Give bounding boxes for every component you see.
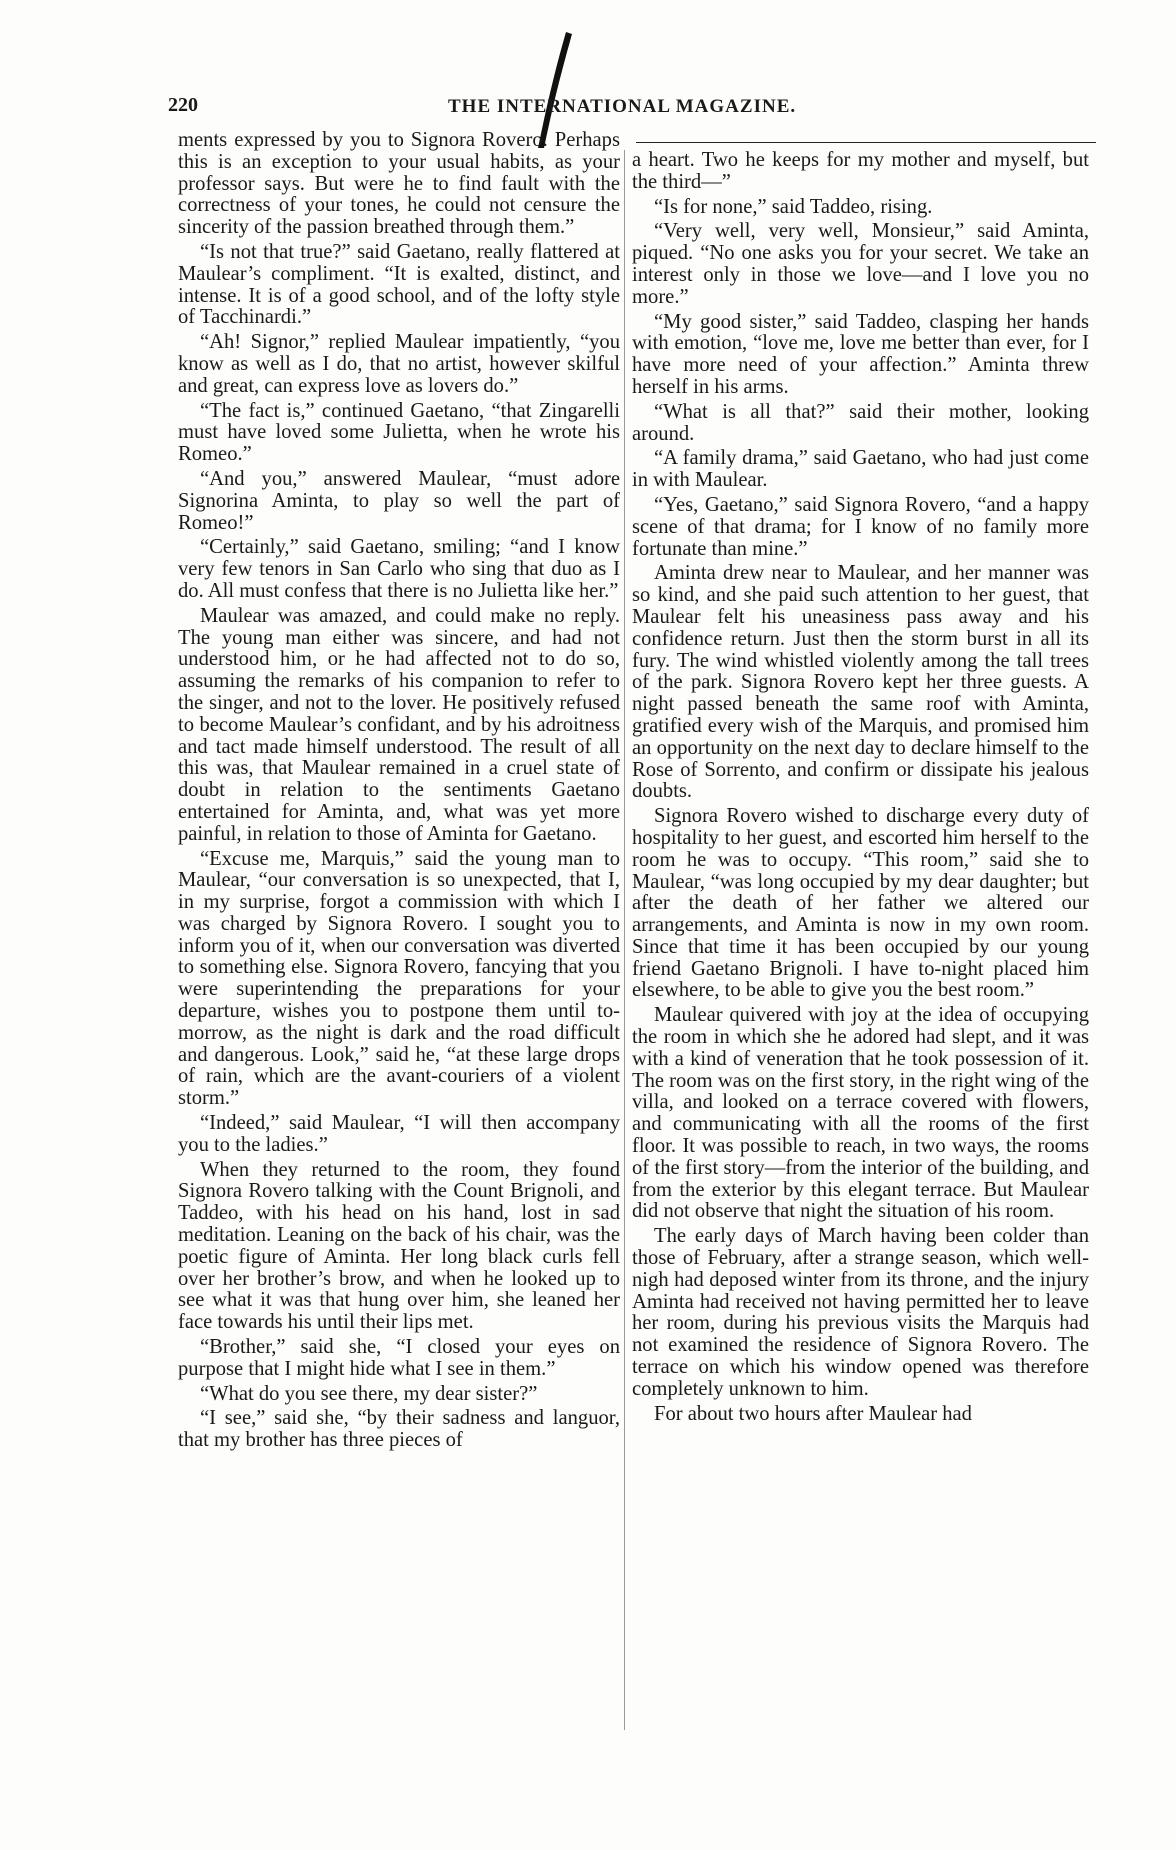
paragraph: “Very well, very well, Monsieur,” said Aminta, piqued. “No one asks you for your secret. We take an interest only in those we love—and I love you no more.” xyxy=(632,220,1089,308)
paragraph: ments expressed by you to Signora Rovero. Perhaps this is an exception to your usual habits, as your professor says. But were he to find fault with the correctness of your tones, he could not censure the sincerity of the passion breathed through them.” xyxy=(178,129,620,239)
paragraph: “Is not that true?” said Gaetano, really flattered at Maulear’s compliment. “It is exalted, distinct, and intense. It is of a good school, and of the lofty style of Tacchinardi.” xyxy=(178,240,620,329)
paragraph: “Yes, Gaetano,” said Signora Rovero, “and a happy scene of that drama; for I know of no family more fortunate than mine.” xyxy=(632,493,1089,560)
paragraph: “What do you see there, my dear sister?” xyxy=(200,1382,538,1405)
paragraph: “Indeed,” said Maulear, “I will then accompany you to the ladies.” xyxy=(178,1112,620,1156)
running-title: THE INTERNATIONAL MAGAZINE. xyxy=(448,96,797,117)
paragraph: “What is all that?” said their mother, looking around. xyxy=(632,400,1089,445)
paragraph: “A family drama,” said Gaetano, who had just come in with Maulear. xyxy=(632,447,1089,492)
column-divider xyxy=(624,150,625,1730)
paragraph: The early days of March having been colder than those of February, after a strange season, which well-nigh had deposed winter from its throne, and the injury Aminta had received not having permitted her to leave her room, during his previous visits the Marquis had not examined the residence of Signora Rovero. The terrace on which his window opened was therefore completely unknown to him. xyxy=(632,1225,1089,1400)
paragraph: “Is for none,” said Taddeo, rising. xyxy=(654,195,933,218)
paragraph: “Excuse me, Marquis,” said the young man to Maulear, “our conversation is so unexpected, that I, in my surprise, forgot a commission with which I was charged by Signora Rovero. I sought you to inform you of it, when our conversation was diverted to something else. Signora Rovero, fancying that you were superintending the preparations for your departure, wishes you to postpone them until to-morrow, as the night is dark and the road difficult and dangerous. Look,” said he, “at these large drops of rain, which are the avant-couriers of a violent storm.” xyxy=(178,847,620,1110)
paragraph: “The fact is,” continued Gaetano, “that Zingarelli must have loved some Julietta, when he wrote his Romeo.” xyxy=(178,399,620,466)
paragraph: Signora Rovero wished to discharge every duty of hospitality to her guest, and escorted him herself to the room he was to occupy. “This room,” said she to Maulear, “was long occupied by my dear daughter; but after the death of her father we altered our arrangements, and Aminta is now in my own room. Since that time it has been occupied by our young friend Gaetano Brignoli. I have to-night placed him elsewhere, to be able to give you the best room.” xyxy=(632,805,1089,1002)
paragraph: For about two hours after Maulear had xyxy=(654,1402,972,1425)
page-header xyxy=(168,94,1128,124)
paragraph: “And you,” answered Maulear, “must adore Signorina Aminta, to play so well the part of Romeo!” xyxy=(178,467,620,534)
right-column xyxy=(632,150,1089,1428)
page-number: 220 xyxy=(168,94,198,116)
paragraph: “Certainly,” said Gaetano, smiling; “and I know very few tenors in San Carlo who sing that duo as I do. All must confess that there is no Julietta like her.” xyxy=(178,536,620,602)
left-column xyxy=(178,130,620,1455)
paragraph: Aminta drew near to Maulear, and her manner was so kind, and she paid such attention to her guest, that Maulear felt his uneasiness pass away and his confidence return. Just then the storm burst in all its fury. The wind whistled violently among the tall trees of the park. Signora Rovero kept her three guests. A night passed beneath the same roof with Aminta, gratified every wish of the Marquis, and promised him an opportunity on the next day to declare himself to the Rose of Sorrento, and confirm or dissipate his jealous doubts. xyxy=(632,562,1089,803)
paragraph: “Brother,” said she, “I closed your eyes on purpose that I might hide what I see in them.” xyxy=(178,1336,620,1380)
paragraph: Maulear was amazed, and could make no reply. The young man either was sincere, and had not understood him, or he had affected not to do so, assuming the remarks of his companion to refer to the singer, and not to the lover. He positively refused to become Maulear’s confidant, and by his adroitness and tact made himself understood. The result of all this was, that Maulear remained in a cruel state of doubt in relation to the sentiments Gaetano entertained for Aminta, and, what was yet more painful, in relation to those of Aminta for Gaetano. xyxy=(178,604,620,845)
paragraph: When they returned to the room, they found Signora Rovero talking with the Count Brignoli, and Taddeo, with his head on his hand, lost in sad meditation. Leaning on the back of his chair, was the poetic figure of Aminta. Her long black curls fell over her brother’s brow, and when he looked up to see what it was that hung over him, she leaned her face towards his until their lips met. xyxy=(178,1158,620,1334)
paragraph: Maulear quivered with joy at the idea of occupying the room in which she he adored had slept, and it was with a kind of veneration that he took possession of it. The room was on the first story, in the right wing of the villa, and looked on a terrace covered with flowers, and communicating with all the rooms of the first floor. It was possible to reach, in two ways, the rooms of the first story—from the interior of the building, and from the exterior by this elegant terrace. But Maulear did not observe that night the situation of his room. xyxy=(632,1004,1089,1223)
paragraph: “Ah! Signor,” replied Maulear impatiently, “you know as well as I do, that no artist, however skilful and great, can express love as lovers do.” xyxy=(178,331,620,397)
paragraph: a heart. Two he keeps for my mother and myself, but the third—” xyxy=(632,149,1089,193)
paragraph: “My good sister,” said Taddeo, clasping her hands with emotion, “love me, love me better than ever, for I have more need of your affection.” Aminta threw herself in his arms. xyxy=(632,310,1089,398)
header-rule xyxy=(636,142,1096,143)
paragraph: “I see,” said she, “by their sadness and languor, that my brother has three pieces of xyxy=(178,1407,620,1452)
